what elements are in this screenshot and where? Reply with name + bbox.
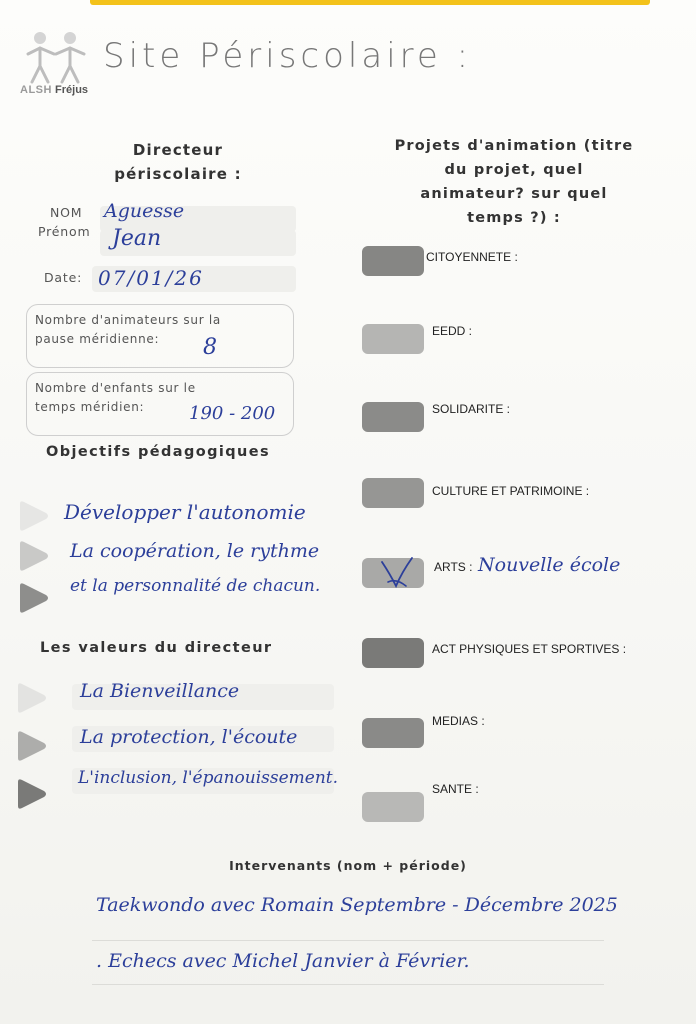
page-title: Site Périscolaire :: [103, 36, 473, 76]
projet-eedd-label: EEDD :: [432, 324, 473, 338]
projet-arts-note[interactable]: Nouvelle école: [478, 554, 621, 576]
top-accent-line: [90, 0, 650, 5]
projet-eedd-checkbox[interactable]: [362, 324, 424, 354]
enfants-label: Nombre d'enfants sur le temps méridien:: [35, 381, 196, 414]
objectifs-heading: Objectifs pédagogiques: [46, 444, 271, 460]
projets-heading-line2: du projet, quel: [444, 162, 584, 178]
valeur-1-arrow-icon: [14, 680, 50, 716]
valeurs-heading: Les valeurs du directeur: [40, 640, 273, 656]
intervenant-2-text[interactable]: . Echecs avec Michel Janvier à Février.: [96, 950, 470, 972]
intervenant-1-text[interactable]: Taekwondo avec Romain Septembre - Décembre 2025: [96, 894, 618, 916]
valeur-2-arrow-icon: [14, 728, 50, 764]
valeur-3-arrow-icon: [14, 776, 50, 812]
objectif-3-text[interactable]: et la personnalité de chacun.: [70, 576, 321, 596]
date-label: Date:: [44, 270, 83, 285]
director-heading: [88, 138, 268, 186]
prenom-label: Prénom: [38, 224, 91, 239]
enfants-box: [26, 372, 294, 436]
projets-heading: [362, 134, 666, 230]
director-heading-line1: Directeur: [132, 141, 224, 159]
enfants-value[interactable]: 190 - 200: [189, 403, 276, 424]
valeur-2-text[interactable]: La protection, l'écoute: [80, 726, 298, 748]
projet-sport-label: ACT PHYSIQUES ET SPORTIVES :: [432, 642, 627, 656]
objectif-1-arrow-icon: [16, 498, 52, 534]
objectif-2-arrow-icon: [16, 538, 52, 574]
objectif-3-arrow-icon: [16, 580, 52, 616]
intervenants-line-2-rule: [92, 984, 604, 985]
projets-heading-line3: animateur? sur quel: [420, 186, 608, 202]
objectif-1-text[interactable]: Développer l'autonomie: [64, 500, 306, 524]
director-heading-line2: périscolaire :: [114, 165, 242, 183]
projets-heading-line4: temps ?) :: [467, 210, 561, 226]
nom-value[interactable]: Aguesse: [104, 200, 185, 222]
logo-alsh-text: ALSH: [20, 84, 52, 96]
projet-sante-label: SANTE :: [432, 782, 479, 796]
logo-city-text: Fréjus: [55, 84, 89, 96]
animateurs-box: [26, 304, 294, 368]
projet-sport-checkbox[interactable]: [362, 638, 424, 668]
projet-arts-label: ARTS :: [434, 560, 473, 574]
projet-medias-checkbox[interactable]: [362, 718, 424, 748]
projet-solidarite-label: SOLIDARITE :: [432, 402, 511, 416]
animateurs-value[interactable]: 8: [203, 335, 217, 360]
projet-citoyennete-label: CITOYENNETE :: [426, 250, 518, 264]
projet-citoyennete-checkbox[interactable]: [362, 246, 424, 276]
projets-heading-line1: Projets d'animation (titre: [394, 138, 634, 154]
prenom-value[interactable]: Jean: [112, 226, 162, 251]
intervenants-line-1-rule: [92, 940, 604, 941]
valeur-1-text[interactable]: La Bienveillance: [80, 680, 240, 702]
projet-solidarite-checkbox[interactable]: [362, 402, 424, 432]
projet-culture-label: CULTURE ET PATRIMOINE :: [432, 484, 590, 498]
date-value[interactable]: 07/01/26: [98, 266, 204, 290]
intervenants-heading: Intervenants (nom + période): [229, 858, 467, 873]
logo-caption: [20, 84, 88, 96]
projet-medias-label: MEDIAS :: [432, 714, 485, 728]
nom-label: NOM: [50, 205, 83, 220]
valeur-3-text[interactable]: L'inclusion, l'épanouissement.: [78, 768, 339, 788]
arts-check-mark-icon: [378, 552, 418, 594]
projet-sante-checkbox[interactable]: [362, 792, 424, 822]
objectif-2-text[interactable]: La coopération, le rythme: [70, 540, 320, 562]
projet-culture-checkbox[interactable]: [362, 478, 424, 508]
animateurs-label: Nombre d'animateurs sur la pause méridienne:: [35, 313, 221, 346]
